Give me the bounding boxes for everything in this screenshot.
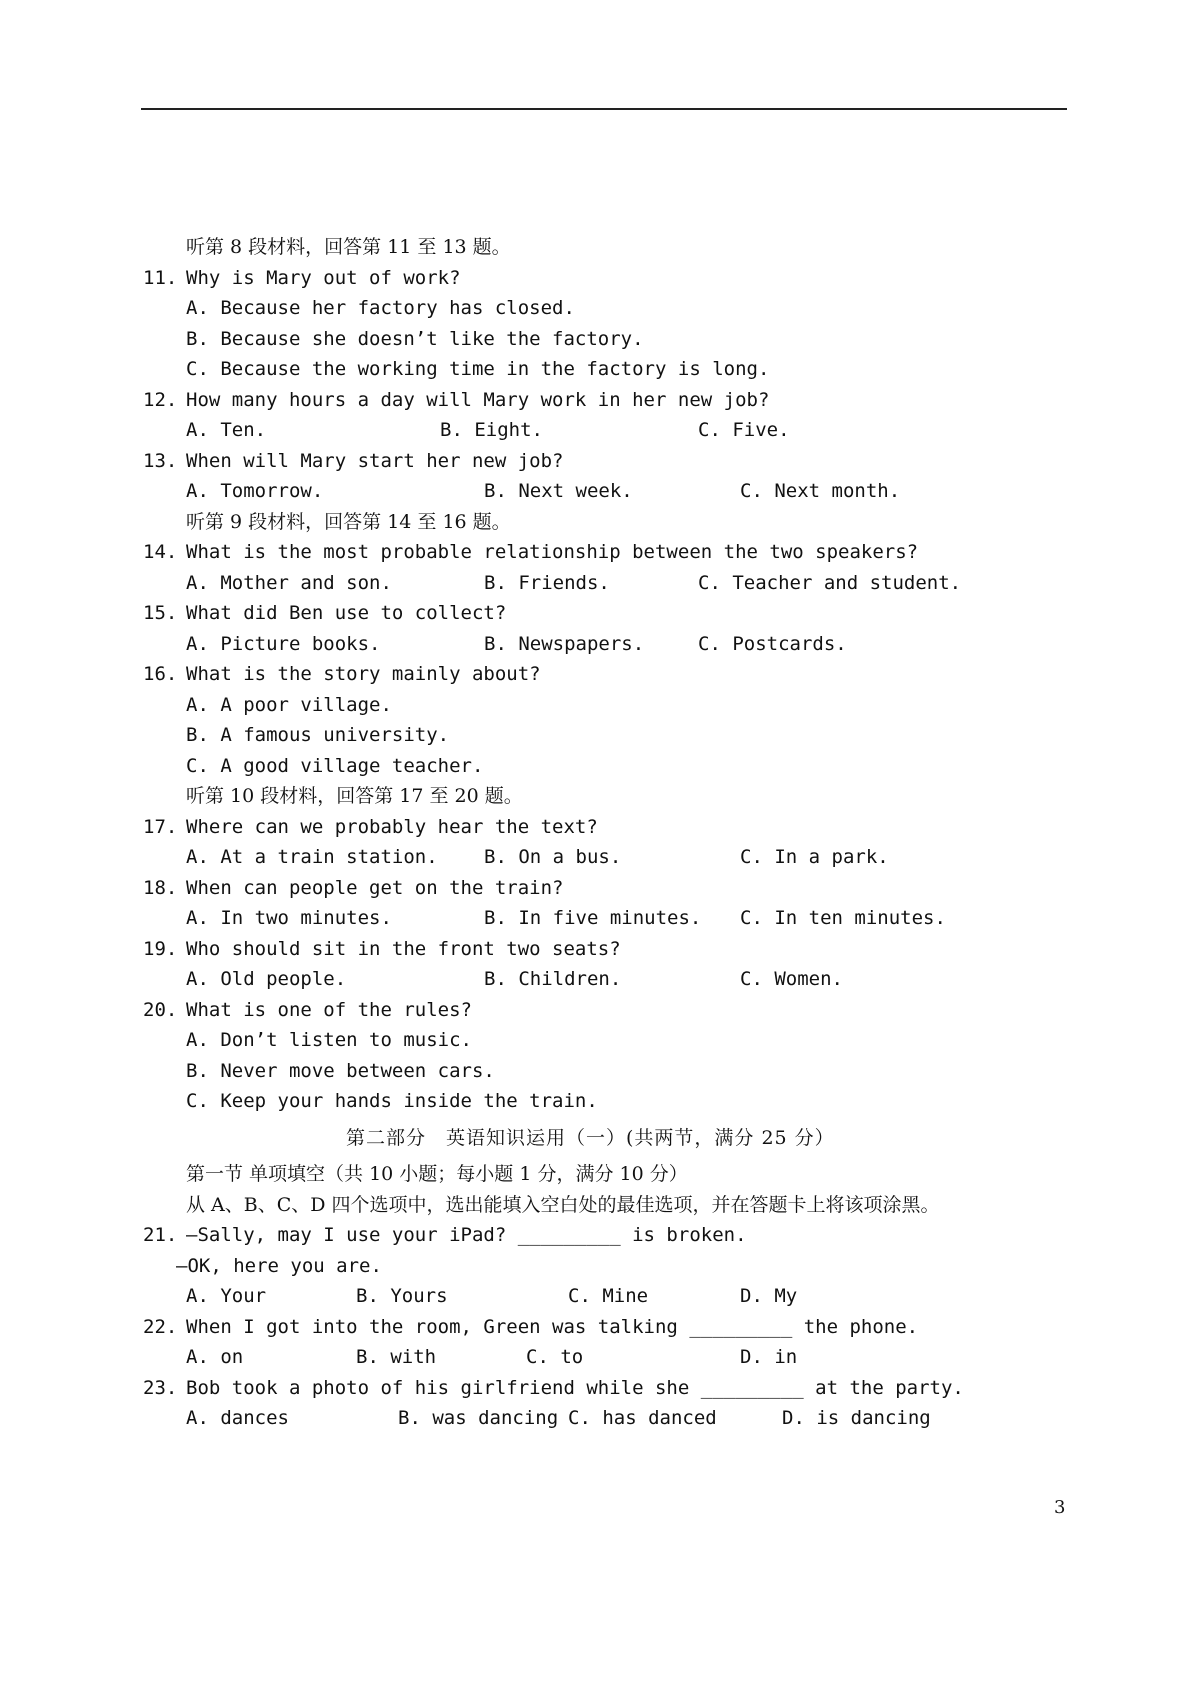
question-21: 21. —Sally, may I use your iPad? _________ is broken. <box>143 1224 747 1246</box>
question-16: 16. What is the story mainly about? <box>143 663 541 685</box>
question-11: 11. Why is Mary out of work? <box>143 266 461 289</box>
options-14: A. Mother and son. B. Friends. C. Teacher and student. <box>186 571 962 594</box>
header-rule <box>141 108 1067 110</box>
section-heading-9: 听第 9 段材料，回答第 14 至 16 题。 <box>186 510 511 533</box>
option-11-a: A. Because her factory has closed. <box>186 297 575 319</box>
exam-content <box>0 232 1200 1434</box>
options-15: A. Picture books. B. Newspapers. C. Postcards. <box>186 632 847 655</box>
option-11-b: B. Because she doesn’t like the factory. <box>186 327 644 350</box>
question-13: 13. When will Mary start her new job? <box>143 449 564 472</box>
options-17: A. At a train station. B. On a bus. C. In a park. <box>186 846 889 868</box>
question-18: 18. When can people get on the train? <box>143 876 564 899</box>
section-one-instruction: 从 A、B、C、D 四个选项中，选出能填入空白处的最佳选项，并在答题卡上将该项涂黑。 <box>186 1193 940 1216</box>
question-23: 23. Bob took a photo of his girlfriend while she _________ at the party. <box>143 1376 964 1399</box>
question-15: 15. What did Ben use to collect? <box>143 602 507 624</box>
question-19: 19. Who should sit in the front two seats? <box>143 937 621 960</box>
question-12: 12. How many hours a day will Mary work in her new job? <box>143 388 770 411</box>
options-21: A. Your B. Yours C. Mine D. My <box>186 1285 798 1307</box>
options-18: A. In two minutes. B. In five minutes. C. In ten minutes. <box>186 907 946 929</box>
question-14: 14. What is the most probable relationship between the two speakers? <box>143 541 919 563</box>
section-heading-10: 听第 10 段材料，回答第 17 至 20 题。 <box>186 785 523 807</box>
part-two-title: 第二部分 英语知识运用（一）(共两节，满分 25 分） <box>346 1126 835 1149</box>
option-11-c: C. Because the working time in the factory is long. <box>186 358 770 380</box>
option-16-b: B. A famous university. <box>186 724 450 746</box>
page-number: 3 <box>1054 1497 1066 1518</box>
question-20: 20. What is one of the rules? <box>143 998 472 1021</box>
option-16-c: C. A good village teacher. <box>186 754 484 777</box>
options-13: A. Tomorrow. B. Next week. C. Next month. <box>186 480 901 502</box>
options-19: A. Old people. B. Children. C. Women. <box>186 968 843 990</box>
reply-21: —OK, here you are. <box>176 1254 382 1277</box>
options-23: A. dances B. was dancing C. has danced D. is dancing <box>186 1407 931 1429</box>
option-16-a: A. A poor village. <box>186 693 392 716</box>
options-22: A. on B. with C. to D. in <box>186 1346 798 1368</box>
question-22: 22. When I got into the room, Green was talking _________ the phone. <box>143 1315 919 1338</box>
question-17: 17. Where can we probably hear the text? <box>143 815 598 838</box>
section-heading-8: 听第 8 段材料，回答第 11 至 13 题。 <box>186 236 511 258</box>
option-20-a: A. Don’t listen to music. <box>186 1029 472 1051</box>
option-20-b: B. Never move between cars. <box>186 1059 495 1082</box>
options-12: A. Ten. B. Eight. C. Five. <box>186 419 790 441</box>
option-20-c: C. Keep your hands inside the train. <box>186 1090 598 1112</box>
section-one-heading: 第一节 单项填空（共 10 小题；每小题 1 分，满分 10 分） <box>186 1163 688 1185</box>
